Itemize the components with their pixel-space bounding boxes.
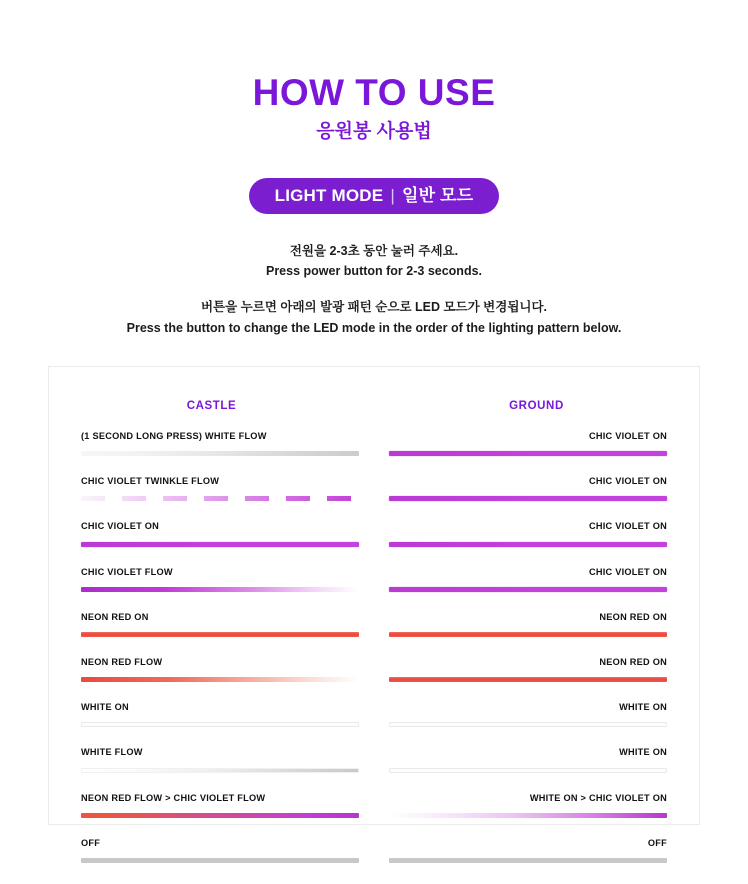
table-row — [81, 432, 667, 477]
table-row-cells — [81, 703, 667, 727]
table-row — [81, 522, 667, 567]
page-title: HOW TO USE — [252, 72, 496, 113]
pattern-cell-ground — [389, 477, 667, 501]
table-row-cells — [81, 568, 667, 592]
table-row-cells — [81, 839, 667, 863]
pattern-bar-castle — [81, 632, 359, 637]
pattern-label-castle: WHITE ON — [81, 703, 129, 713]
pattern-cell-castle — [81, 839, 359, 863]
table-row-cells — [81, 477, 667, 501]
instruction-2-en: Press the button to change the LED mode in the order of the lighting pattern below. — [126, 320, 622, 335]
pattern-cell-ground — [389, 658, 667, 682]
pattern-cell-castle — [81, 613, 359, 637]
row-spacer — [81, 456, 667, 477]
pattern-label-castle: CHIC VIOLET ON — [81, 522, 160, 532]
row-spacer — [81, 863, 667, 884]
row-spacer — [81, 501, 667, 522]
table-row — [81, 703, 667, 748]
pattern-cell-castle — [81, 794, 359, 818]
pattern-label-ground: CHIC VIOLET ON — [588, 567, 667, 577]
instruction-gap — [0, 282, 748, 297]
table-row — [81, 794, 667, 839]
pattern-bar-castle — [81, 722, 359, 727]
light-mode-badge-wrap — [0, 178, 748, 214]
pattern-row-list — [49, 432, 699, 884]
pattern-label-ground: NEON RED ON — [599, 612, 667, 622]
pattern-bar-castle — [81, 768, 359, 773]
page-header — [0, 0, 748, 144]
table-row — [81, 748, 667, 793]
instruction-1-ko: 전원을 2-3초 동안 눌러 주세요. — [289, 243, 459, 258]
pattern-label-castle: OFF — [81, 838, 101, 848]
pattern-cell-castle — [81, 658, 359, 682]
pattern-label-castle: NEON RED FLOW > CHIC VIOLET FLOW — [81, 793, 266, 803]
pattern-cell-ground — [389, 613, 667, 637]
row-spacer — [81, 773, 667, 794]
lighting-pattern-card — [48, 366, 700, 848]
pattern-cell-ground — [389, 794, 667, 818]
pattern-label-ground: CHIC VIOLET ON — [588, 477, 667, 487]
instructions-block — [0, 241, 748, 339]
pattern-cell-castle — [81, 477, 359, 501]
pattern-label-castle: NEON RED ON — [81, 612, 149, 622]
badge-separator: | — [390, 185, 395, 205]
pattern-bar-castle — [81, 858, 359, 863]
pattern-label-castle: (1 SECOND LONG PRESS) WHITE FLOW — [81, 432, 267, 441]
pattern-cell-ground — [389, 568, 667, 592]
column-headers — [49, 367, 699, 412]
row-spacer — [81, 592, 667, 613]
pattern-bar-ground — [389, 858, 667, 863]
pattern-cell-ground — [389, 522, 667, 546]
table-row — [81, 658, 667, 703]
table-row-cells — [81, 432, 667, 456]
light-mode-badge — [249, 178, 500, 214]
row-spacer — [81, 682, 667, 703]
pattern-bar-ground — [389, 451, 667, 456]
table-row — [81, 839, 667, 884]
pattern-label-ground: OFF — [647, 838, 667, 848]
table-row — [81, 568, 667, 613]
pattern-bar-ground — [389, 632, 667, 637]
column-header-castle: CASTLE — [186, 400, 237, 412]
pattern-cell-castle — [81, 748, 359, 772]
pattern-bar-castle — [81, 542, 359, 547]
pattern-bar-ground — [389, 813, 667, 818]
row-spacer — [81, 818, 667, 839]
instruction-1-en: Press power button for 2-3 seconds. — [265, 264, 482, 279]
pattern-bar-ground — [389, 587, 667, 592]
pattern-bar-ground — [389, 496, 667, 501]
pattern-cell-ground — [389, 748, 667, 772]
table-row — [81, 477, 667, 522]
pattern-bar-castle — [81, 496, 359, 501]
pattern-bar-castle — [81, 451, 359, 456]
pattern-label-ground: WHITE ON — [619, 748, 667, 758]
table-row-cells — [81, 748, 667, 772]
pattern-bar-ground — [389, 768, 667, 773]
pattern-label-castle: NEON RED FLOW — [81, 658, 163, 668]
page-subtitle: 응원봉 사용법 — [316, 120, 432, 142]
pattern-label-ground: CHIC VIOLET ON — [588, 432, 667, 441]
pattern-label-castle: CHIC VIOLET FLOW — [81, 567, 173, 577]
pattern-cell-ground — [389, 432, 667, 456]
table-row — [81, 613, 667, 658]
pattern-bar-ground — [389, 722, 667, 727]
column-header-ground: GROUND — [509, 400, 564, 412]
pattern-bar-castle — [81, 677, 359, 682]
row-spacer — [81, 727, 667, 748]
pattern-label-ground: WHITE ON > CHIC VIOLET ON — [529, 793, 667, 803]
pattern-label-castle: WHITE FLOW — [81, 748, 143, 758]
pattern-cell-castle — [81, 522, 359, 546]
table-row-cells — [81, 613, 667, 637]
pattern-cell-ground — [389, 839, 667, 863]
badge-label-ko: 일반 모드 — [401, 185, 474, 205]
row-spacer — [81, 637, 667, 658]
pattern-cell-castle — [81, 703, 359, 727]
table-row-cells — [81, 522, 667, 546]
pattern-cell-castle — [81, 568, 359, 592]
pattern-label-ground: CHIC VIOLET ON — [588, 522, 667, 532]
pattern-label-castle: CHIC VIOLET TWINKLE FLOW — [81, 477, 220, 487]
table-row-cells — [81, 794, 667, 818]
pattern-bar-castle — [81, 813, 359, 818]
pattern-bar-castle — [81, 587, 359, 592]
pattern-cell-castle — [81, 432, 359, 456]
pattern-bar-ground — [389, 542, 667, 547]
row-spacer — [81, 547, 667, 568]
pattern-bar-ground — [389, 677, 667, 682]
pattern-label-ground: WHITE ON — [619, 703, 667, 713]
pattern-cell-ground — [389, 703, 667, 727]
pattern-label-ground: NEON RED ON — [599, 658, 667, 668]
badge-label-en: LIGHT MODE — [274, 185, 384, 205]
table-row-cells — [81, 658, 667, 682]
instruction-2-ko: 버튼을 누르면 아래의 발광 패턴 순으로 LED 모드가 변경됩니다. — [200, 299, 548, 314]
